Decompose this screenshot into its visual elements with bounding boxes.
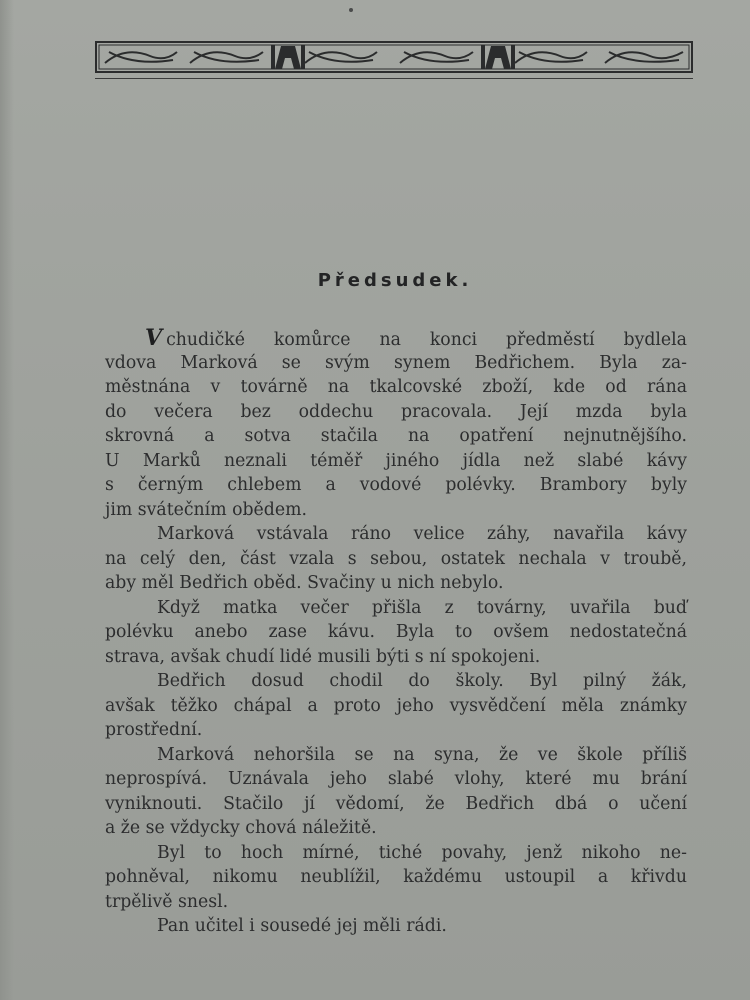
text-line-content: s černým chlebem a vodové polévky. Brambory byly [105,475,687,495]
text-line [105,351,687,376]
text-line-content: jim svátečním obědem. [105,499,307,520]
text-line [105,841,687,866]
text-line-content: strava, avšak chudí lidé musili býti s ní spokojeni. [105,646,541,667]
text-line [105,547,687,572]
text-line [105,596,687,621]
text-line-content: Marková nehoršila se na syna, že ve škole příliš [157,744,687,765]
text-line [105,400,687,425]
text-line [105,914,687,939]
text-line [105,498,687,523]
drop-cap-initial: V [145,325,163,351]
text-line-content: aby měl Bedřich oběd. Svačiny u nich nebylo. [105,573,504,593]
text-line [105,473,687,498]
text-line-content: pohněval, nikomu neublížil, každému ustoupil a křivdu [105,867,687,887]
text-line [105,865,687,890]
text-line [105,890,687,915]
text-line-content: skrovná a sotva stačila na opatření nejnutnějšího. [105,426,687,446]
text-line [105,767,687,792]
text-line-content: vdova Marková se svým synem Bedřichem. Byla za- [105,352,687,373]
text-line [105,449,687,474]
text-line [105,522,687,547]
chapter-body [105,326,687,939]
text-line-content: Pan učitel i sousedé jej měli rádi. [157,916,447,936]
chapter-title: Předsudek. [317,270,473,291]
text-line [105,375,687,400]
text-line [105,718,687,743]
decorative-header-ornament [95,38,693,80]
text-line [105,620,687,645]
text-line [105,694,687,719]
text-line-content: na celý den, část vzala s sebou, ostatek nechala v troubě, [105,548,687,569]
text-line-content: Když matka večer přišla z továrny, uvařila buď [157,597,687,618]
text-line-content: městnána v továrně na tkalcovské zboží, kde od rána [105,377,687,397]
text-line-content: vyniknouti. Stačilo jí vědomí, že Bedřich dbá o učení [105,793,687,814]
text-line [105,326,687,351]
text-line-content: a že se vždycky chová náležitě. [105,818,377,838]
text-line [105,571,687,596]
text-line-content: trpělivě snesl. [105,891,229,912]
text-line [105,743,687,768]
header-rule [95,78,693,79]
text-line-content: do večera bez oddechu pracovala. Její mzda byla [105,401,687,422]
text-line-content: prostřední. [105,720,203,740]
ink-speck [349,8,353,12]
text-line [105,669,687,694]
text-line [105,816,687,841]
text-line-content: neprospívá. Uznávala jeho slabé vlohy, které mu brání [105,769,687,789]
text-line-content: Marková vstávala ráno velice záhy, navařila kávy [157,524,687,544]
text-line-content: avšak těžko chápal a proto jeho vysvědčení měla známky [105,695,687,716]
text-line-content: U Marků neznali téměř jiného jídla než slabé kávy [105,450,687,471]
text-line-content: Byl to hoch mírné, tiché povahy, jenž nikoho ne- [157,842,687,863]
text-line [105,424,687,449]
text-line-content: chudičké komůrce na konci předměstí bydlela [166,330,687,350]
text-line [105,792,687,817]
text-line-content: Bedřich dosud chodil do školy. Byl pilný žák, [157,671,687,691]
page-gutter-shadow [0,0,14,1000]
text-line-content: polévku anebo zase kávu. Byla to ovšem nedostatečná [105,622,687,642]
text-line [105,645,687,670]
